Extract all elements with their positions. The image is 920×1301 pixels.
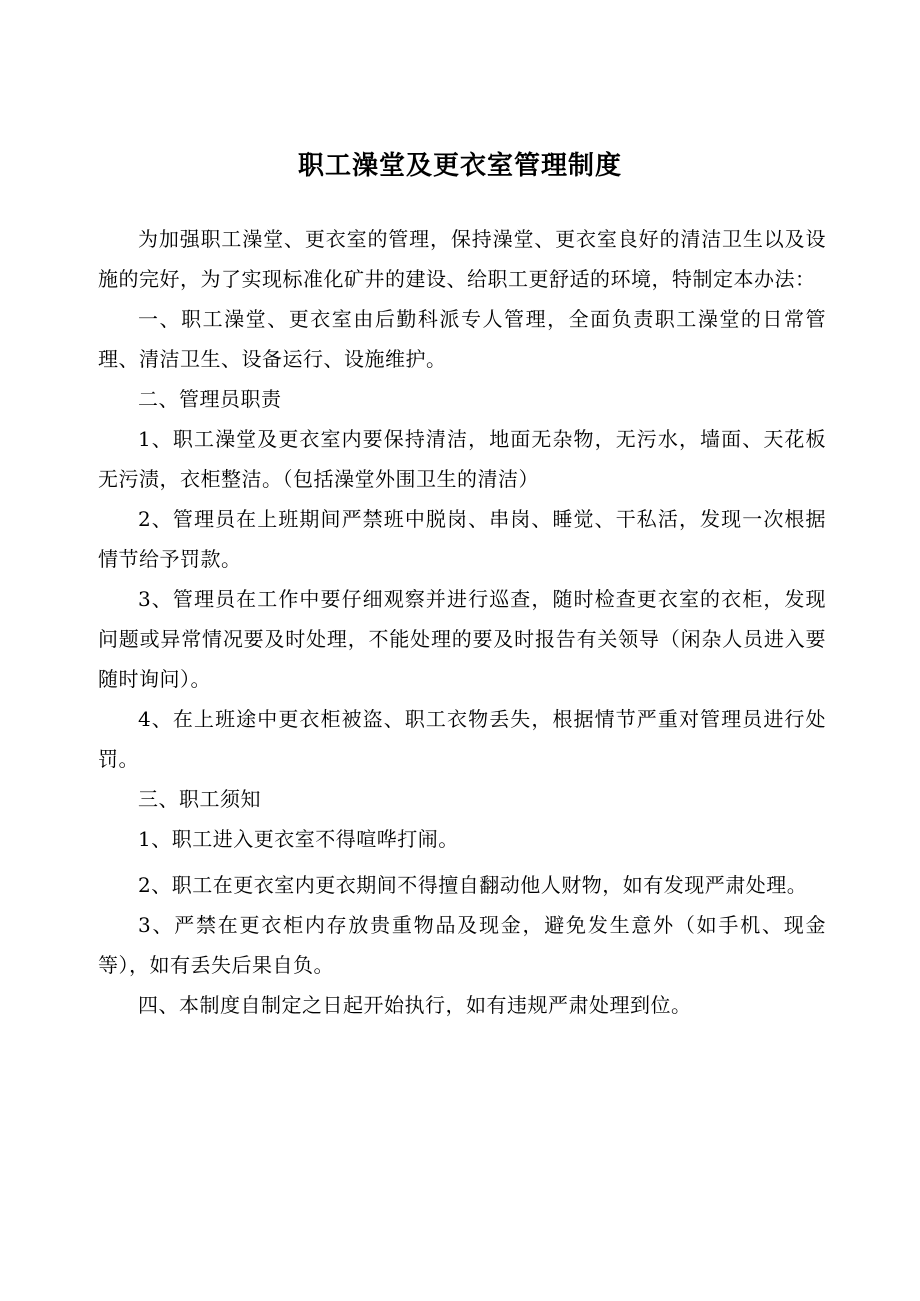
- paragraph-section-2-item-1: 1、职工澡堂及更衣室内要保持清洁，地面无杂物，无污水，墙面、天花板无污渍，衣柜整洁。（包括澡堂外围卫生的清洁）: [98, 427, 826, 491]
- document-body: [98, 219, 826, 1025]
- paragraph-section-2-heading: 二、管理员职责: [138, 387, 282, 411]
- paragraph-section-2-item-3: 3、管理员在工作中要仔细观察并进行巡查，随时检查更衣室的衣柜，发现问题或异常情况要及时处理，不能处理的要及时报告有关领导（闲杂人员进入要随时询问）。: [98, 587, 826, 691]
- paragraph-section-2-item-2: 2、管理员在上班期间严禁班中脱岗、串岗、睡觉、干私活，发现一次根据情节给予罚款。: [98, 507, 826, 571]
- paragraph-section-3-heading: 三、职工须知: [138, 787, 261, 811]
- paragraph-section-4: 四、本制度自制定之日起开始执行，如有违规严肃处理到位。: [138, 993, 692, 1017]
- paragraph-section-3-item-2: 2、职工在更衣室内更衣期间不得擅自翻动他人财物，如有发现严肃处理。: [138, 873, 808, 897]
- paragraph-section-1: 一、职工澡堂、更衣室由后勤科派专人管理，全面负责职工澡堂的日常管理、清洁卫生、设备运行、设施维护。: [98, 307, 826, 371]
- paragraph-intro: 为加强职工澡堂、更衣室的管理，保持澡堂、更衣室良好的清洁卫生以及设施的完好，为了实现标准化矿井的建设、给职工更舒适的环境，特制定本办法：: [98, 227, 826, 291]
- paragraph-section-3-item-3: 3、严禁在更衣柜内存放贵重物品及现金，避免发生意外（如手机、现金等），如有丢失后果自负。: [98, 913, 826, 977]
- document-title: 职工澡堂及更衣室管理制度: [297, 151, 622, 181]
- paragraph-section-3-item-1: 1、职工进入更衣室不得喧哗打闹。: [138, 827, 459, 851]
- paragraph-section-2-item-4: 4、在上班途中更衣柜被盗、职工衣物丢失，根据情节严重对管理员进行处罚。: [98, 707, 826, 771]
